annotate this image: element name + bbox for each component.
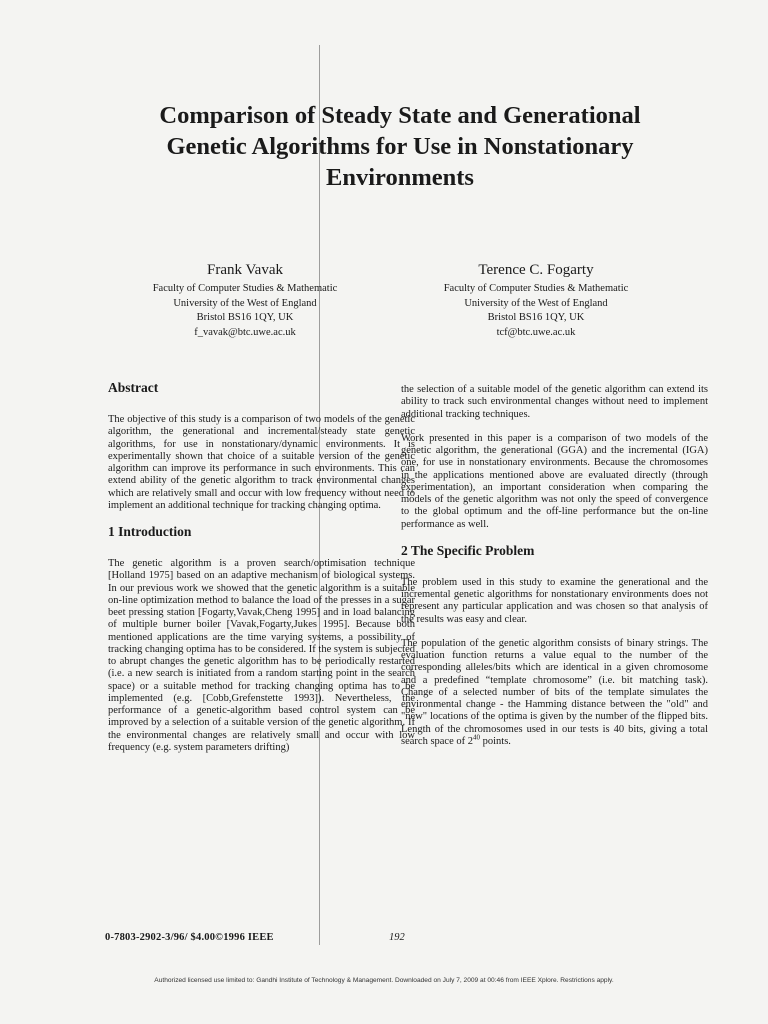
- introduction-text: The genetic algorithm is a proven search/optimisation technique [Holland 1975] based on an adaptive mechanism of biological systems. In our previous work we showed that the genetic algorithm is a suitable on-line optimization method to balance the load of the presses in a sugar beet pressing station [Fogarty,Vavak,Cheng 1995] and in load balancing of multiple burner boiler [Vavak,Fogarty,Jukes 1995]. Because both mentioned applications are the time varying systems, a possibility of tracking changing optima has to be considered. If the system is subjected to abrupt changes the genetic algorithm has to be periodically restarted (i.e. a new search is initiated from a random starting point in the search space) or a suitable method for tracking changing optima has to be implemented (e.g. [Cobb,Grefenstette 1993]). Nevertheless, the performance of a genetic-algorithm based control system can be improved by a selection of a suitable version of the genetic algorithm. If the environmental changes are relatively small and occur with low frequency (e.g. system parameters drifting): [108, 558, 415, 753]
- problem-text: The population of the genetic algorithm consists of binary strings. The evaluation function returns a value equal to the number of the corresponding alleles/bits which are identical in a given chromosome and a predefined “template chromosome” (i.e. bit matching task). Change of a selected number of bits of the template simulates the environmental change - the Hamming distance between the "old" and "new" locations of the optima is given by the number of the flipped bits. Length of the chromosomes used in our tests is 40 bits, giving a total search space of 2: [401, 637, 708, 747]
- author-department: Faculty of Computer Studies & Mathematic: [152, 283, 338, 294]
- right-column: [401, 384, 708, 760]
- author-university: University of the West of England: [464, 297, 608, 309]
- paper-title: [70, 100, 730, 193]
- title-line: Genetic Algorithms for Use in Nonstationary: [166, 133, 634, 160]
- abstract-heading: Abstract: [108, 380, 159, 395]
- author-block-fogarty: [386, 260, 686, 340]
- left-column: [108, 380, 415, 766]
- intro-paragraph-2: Work presented in this paper is a comparison of two models of the genetic algorithm, the generational (GGA) and the incremental (IGA) one, for use in nonstationary environments. Because the chromosomes in the applications mentioned above are evaluated directly (through experimentation), an important consideration when comparing the models of the genetic algorithm was not only the speed of convergence to the global optimum and the off-line performance but the on-line performance as well.: [401, 432, 708, 530]
- license-notice: Authorized licensed use limited to: Gandhi Institute of Technology & Management. Downloaded on July 7, 2009 at 00:46 from IEEE Xplore. Restrictions apply.: [154, 977, 614, 984]
- title-line: Comparison of Steady State and Generational: [159, 102, 641, 129]
- author-address: Bristol BS16 1QY, UK: [487, 312, 585, 323]
- author-university: University of the West of England: [173, 297, 317, 309]
- author-address: Bristol BS16 1QY, UK: [196, 312, 294, 323]
- author-name: Terence C. Fogarty: [478, 262, 594, 278]
- author-email: tcf@btc.uwe.ac.uk: [496, 326, 576, 338]
- author-name: Frank Vavak: [207, 262, 283, 278]
- introduction-heading: 1 Introduction: [108, 524, 192, 539]
- problem-text-end: points.: [480, 735, 511, 747]
- problem-heading: 2 The Specific Problem: [401, 542, 535, 558]
- title-line: Environments: [326, 164, 474, 191]
- page-number: 192: [389, 932, 405, 943]
- problem-paragraph-1: The problem used in this study to examine the generational and the incremental genetic algorithms for nonstationary environments does not represent any particular application and was chosen so that analysis of the results was easy and clear.: [401, 576, 708, 625]
- intro-continuation: the selection of a suitable model of the genetic algorithm can extend its ability to track such environmental changes without need to implement additional tracking techniques.: [401, 384, 708, 420]
- abstract-text: The objective of this study is a comparison of two models of the genetic algorithm, the generational and incremental/steady state genetic algorithms, for use in nonstationary/dynamic environments. It is experimentally shown that choice of a suitable version of the genetic algorithm can improve its performance in such environments. This can extend ability of the genetic algorithm to track environmental changes which are relatively small and occur with low frequency without need to implement an additional technique for tracking changing optima.: [108, 414, 415, 511]
- author-block-vavak: [95, 260, 395, 340]
- exponent: 40: [473, 733, 481, 742]
- author-department: Faculty of Computer Studies & Mathematic: [443, 283, 629, 294]
- copyright-id: 0-7803-2902-3/96/ $4.00©1996 IEEE: [105, 932, 274, 943]
- author-email: f_vavak@btc.uwe.ac.uk: [194, 326, 296, 338]
- problem-paragraph-2: [401, 638, 708, 748]
